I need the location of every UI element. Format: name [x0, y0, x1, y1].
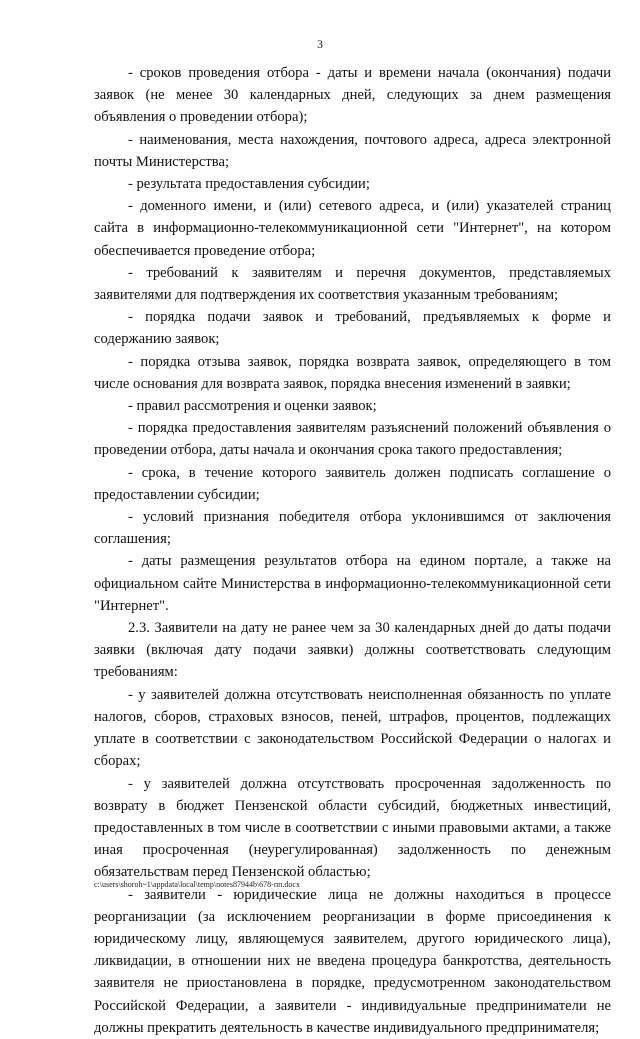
section-paragraph: 2.3. Заявители на дату не ранее чем за 30 календарных дней до даты подачи заявки (включая дату подачи заявки) должны соответствовать следующим требованиям:: [94, 620, 611, 681]
document-body: [94, 62, 611, 1039]
paragraph: - срока, в течение которого заявитель должен подписать соглашение о предоставлении субсидии;: [94, 464, 611, 503]
paragraph: - сроков проведения отбора - даты и времени начала (окончания) подачи заявок (не менее 30 календарных дней, следующих за днем размещения объявления о проведении отбора);: [94, 65, 611, 126]
paragraph: - заявители - юридические лица не должны находиться в процессе реорганизации (за исключением реорганизации в форме присоединения к юридическому лицу, являющемуся заявителем, другого юридического лица), ликвидации, в отношении них не введена процедура банкротства, деятельность заявителя не приостановлена в порядке, предусмотренном законодательством Российской Федерации, а заявители - индивидуальные предприниматели не должны прекратить деятельность в качестве индивидуального предпринимателя;: [94, 886, 611, 1036]
paragraph: - наименования, места нахождения, почтового адреса, адреса электронной почты Министерства;: [94, 131, 611, 170]
paragraph: - порядка подачи заявок и требований, предъявляемых к форме и содержанию заявок;: [94, 309, 611, 348]
paragraph: - результата предоставления субсидии;: [128, 176, 370, 193]
paragraph: - порядка предоставления заявителям разъяснений положений объявления о проведении отбора, даты начала и окончания срока такого предоставления;: [94, 420, 611, 459]
paragraph: - доменного имени, и (или) сетевого адреса, и (или) указателей страниц сайта в информационно-телекоммуникационной сети "Интернет", на котором обеспечивается проведение отбора;: [94, 198, 611, 259]
paragraph: - даты размещения результатов отбора на едином портале, а также на официальном сайте Министерства в информационно-телекоммуникационной сети "Интернет".: [94, 553, 611, 614]
paragraph: - требований к заявителям и перечня документов, представляемых заявителями для подтверждения их соответствия указанным требованиям;: [94, 264, 611, 304]
paragraph: - у заявителей должна отсутствовать просроченная задолженность по возврату в бюджет Пензенской области субсидий, бюджетных инвестиций, предоставленных в том числе в соответствии с иными правовыми актами, а также иная просроченная (неурегулированная) задолженность по денежным обязательствам перед Пензенской областью;: [94, 775, 611, 881]
paragraph: - у заявителей должна отсутствовать неисполненная обязанность по уплате налогов, сборов, страховых взносов, пеней, штрафов, процентов, подлежащих уплате в соответствии с законодательством Российской Федерации о налогах и сборах;: [94, 686, 611, 770]
paragraph: - условий признания победителя отбора уклонившимся от заключения соглашения;: [94, 509, 611, 548]
paragraph: - порядка отзыва заявок, порядка возврата заявок, определяющего в том числе основания для возврата заявок, порядка внесения изменений в заявки;: [94, 353, 611, 392]
paragraph: - правил рассмотрения и оценки заявок;: [128, 398, 377, 415]
footer-file-path: c:\users\shoroh~1\appdata\local\temp\notes87944b\678-пп.docx: [94, 880, 300, 889]
page-number: 3: [317, 37, 323, 51]
